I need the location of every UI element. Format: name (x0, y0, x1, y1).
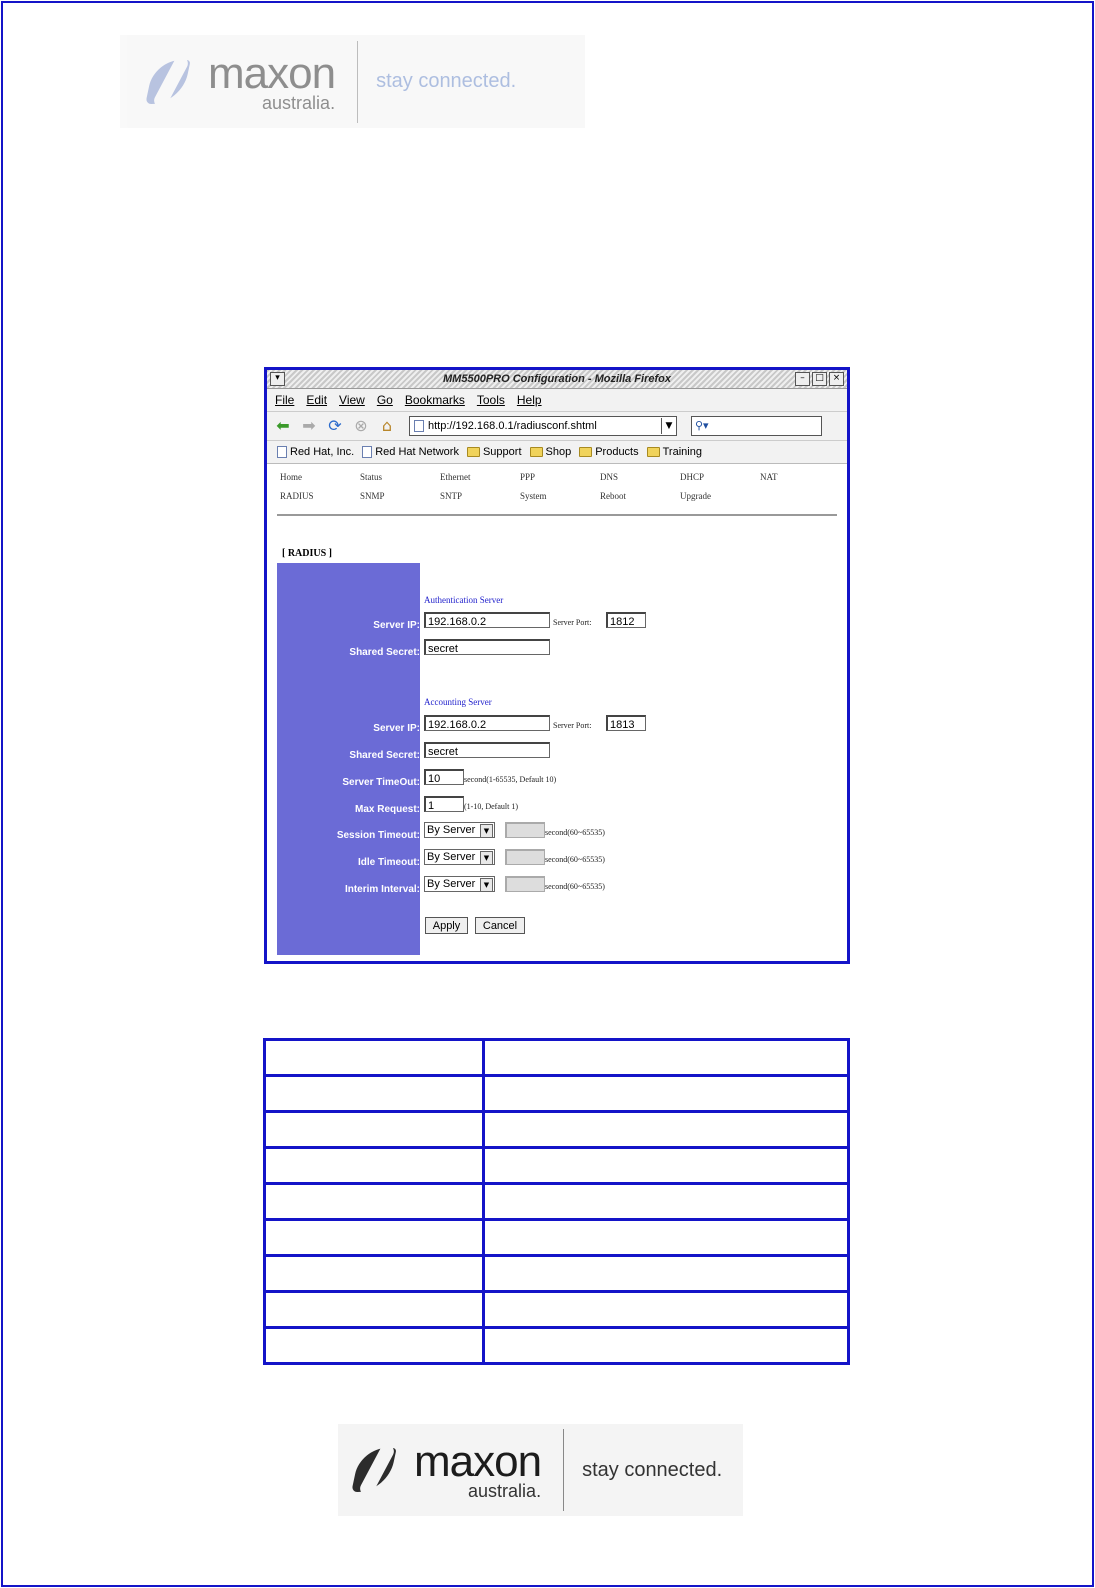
chevron-down-icon: ▼ (480, 824, 493, 838)
nav-home[interactable]: Home (280, 472, 302, 482)
url-bar[interactable] (409, 416, 677, 436)
idle-timeout-hint: second(60~65535) (545, 855, 605, 864)
table-row (265, 1112, 849, 1148)
window-menu-icon[interactable]: ▾ (270, 372, 285, 386)
minimize-icon[interactable]: – (795, 372, 810, 386)
logo-tagline: stay connected. (376, 70, 517, 92)
close-icon[interactable]: × (829, 372, 844, 386)
idle-timeout-label: Idle Timeout: (357, 857, 420, 868)
nav-upgrade[interactable]: Upgrade (680, 491, 711, 501)
url-dropdown-icon[interactable]: ▼ (661, 418, 676, 434)
logo-tagline: stay connected. (582, 1458, 723, 1481)
menu-go[interactable]: Go (376, 393, 393, 407)
nav-sntp[interactable]: SNTP (440, 491, 463, 501)
reload-icon[interactable]: ⟳ (328, 416, 342, 435)
bookmark-support[interactable]: Support (467, 446, 522, 458)
maximize-icon[interactable]: □ (812, 372, 827, 386)
bookmark-products[interactable]: Products (579, 446, 638, 458)
window-title: MM5500PRO Configuration - Mozilla Firefox (443, 373, 671, 385)
server-timeout-hint: second(1-65535, Default 10) (464, 775, 557, 784)
auth-server-ip-input[interactable]: 192.168.0.2 (424, 612, 550, 628)
auth-server-port-input[interactable]: 1812 (606, 612, 646, 628)
session-timeout-label: Session Timeout: (336, 830, 420, 841)
nav-reboot[interactable]: Reboot (600, 491, 626, 501)
empty-table (263, 1038, 850, 1365)
nav-dhcp[interactable]: DHCP (680, 472, 705, 482)
interim-interval-input[interactable] (505, 876, 545, 892)
bookmark-redhat-network[interactable]: Red Hat Network (362, 446, 459, 458)
menu-file[interactable]: File (275, 393, 295, 407)
session-timeout-input[interactable] (505, 822, 545, 838)
bookmark-redhat[interactable]: Red Hat, Inc. (277, 446, 354, 458)
back-icon[interactable]: ⬅ (276, 416, 290, 435)
maxon-swoosh-icon (150, 58, 198, 106)
page-content (267, 464, 847, 959)
logo-brand: maxon (414, 1437, 542, 1486)
nav-dns[interactable]: DNS (600, 472, 619, 482)
forward-icon[interactable]: ➡ (302, 416, 316, 435)
interim-interval-hint: second(60~65535) (545, 882, 605, 891)
apply-button[interactable]: Apply (425, 917, 468, 934)
acct-server-ip-label: Server IP: (373, 723, 420, 734)
cancel-button[interactable]: Cancel (475, 917, 525, 934)
acct-server-ip-input[interactable]: 192.168.0.2 (424, 715, 550, 731)
menu-edit[interactable]: Edit (306, 393, 328, 407)
nav-ethernet[interactable]: Ethernet (440, 472, 471, 482)
interim-interval-label: Interim Interval: (344, 884, 420, 895)
menu-bookmarks[interactable]: Bookmarks (404, 393, 465, 407)
nav-status[interactable]: Status (360, 472, 383, 482)
nav-system[interactable]: System (520, 491, 547, 501)
acct-shared-secret-label: Shared Secret: (349, 750, 420, 761)
maxon-logo-bottom (338, 1424, 743, 1516)
interim-interval-select[interactable]: By Server ▼ (424, 876, 495, 892)
home-icon[interactable]: ⌂ (381, 416, 393, 435)
bookmarks-bar (267, 441, 847, 464)
acct-shared-secret-input[interactable]: secret (424, 742, 550, 758)
max-request-hint: (1-10, Default 1) (464, 802, 518, 811)
nav-nat[interactable]: NAT (760, 472, 778, 482)
nav-radius[interactable]: RADIUS (280, 491, 314, 501)
max-request-input[interactable]: 1 (424, 796, 464, 812)
page-icon (414, 420, 424, 432)
menu-view[interactable]: View (339, 393, 365, 407)
logo-sub: australia. (468, 1481, 542, 1501)
idle-timeout-select[interactable]: By Server ▼ (424, 849, 495, 865)
maxon-logo-top (120, 35, 585, 128)
server-timeout-input[interactable]: 10 (424, 769, 464, 785)
table-row (265, 1220, 849, 1256)
menubar (267, 389, 847, 412)
search-input[interactable]: ⚲▾ (691, 416, 822, 436)
auth-shared-secret-input[interactable]: secret (424, 639, 550, 655)
bookmark-shop[interactable]: Shop (530, 446, 572, 458)
session-timeout-select[interactable]: By Server ▼ (424, 822, 495, 838)
chevron-down-icon: ▼ (480, 851, 493, 865)
nav-snmp[interactable]: SNMP (360, 491, 385, 501)
table-row (265, 1184, 849, 1220)
logo-brand: maxon (208, 48, 336, 98)
logo-sub: australia. (262, 92, 336, 113)
chevron-down-icon: ▼ (480, 878, 493, 892)
session-timeout-hint: second(60~65535) (545, 828, 605, 837)
window-titlebar (267, 370, 847, 389)
section-title: [ RADIUS ] (282, 548, 332, 559)
auth-server-port-label: Server Port: (553, 618, 592, 627)
acct-server-port-input[interactable]: 1813 (606, 715, 646, 731)
idle-timeout-input[interactable] (505, 849, 545, 865)
server-timeout-label: Server TimeOut: (342, 777, 420, 788)
table-row (265, 1292, 849, 1328)
maxon-swoosh-icon (356, 1446, 404, 1494)
menu-help[interactable]: Help (516, 393, 542, 407)
table-row (265, 1148, 849, 1184)
nav-ppp[interactable]: PPP (520, 472, 536, 482)
menu-tools[interactable]: Tools (476, 393, 505, 407)
auth-server-ip-label: Server IP: (373, 620, 420, 631)
label-panel (277, 563, 420, 955)
browser-window (264, 367, 850, 964)
acct-server-port-label: Server Port: (553, 721, 592, 730)
acct-server-header: Accounting Server (424, 697, 492, 707)
table-row (265, 1256, 849, 1292)
table-row (265, 1328, 849, 1364)
table-row (265, 1040, 849, 1076)
nav-divider (277, 514, 837, 516)
max-request-label: Max Request: (354, 804, 420, 815)
bookmark-training[interactable]: Training (647, 446, 702, 458)
nav-toolbar (267, 412, 847, 441)
auth-shared-secret-label: Shared Secret: (349, 647, 420, 658)
url-text: http://192.168.0.1/radiusconf.shtml (428, 420, 597, 432)
stop-icon[interactable]: ⊗ (354, 416, 368, 435)
auth-server-header: Authentication Server (424, 595, 504, 605)
table-row (265, 1076, 849, 1112)
